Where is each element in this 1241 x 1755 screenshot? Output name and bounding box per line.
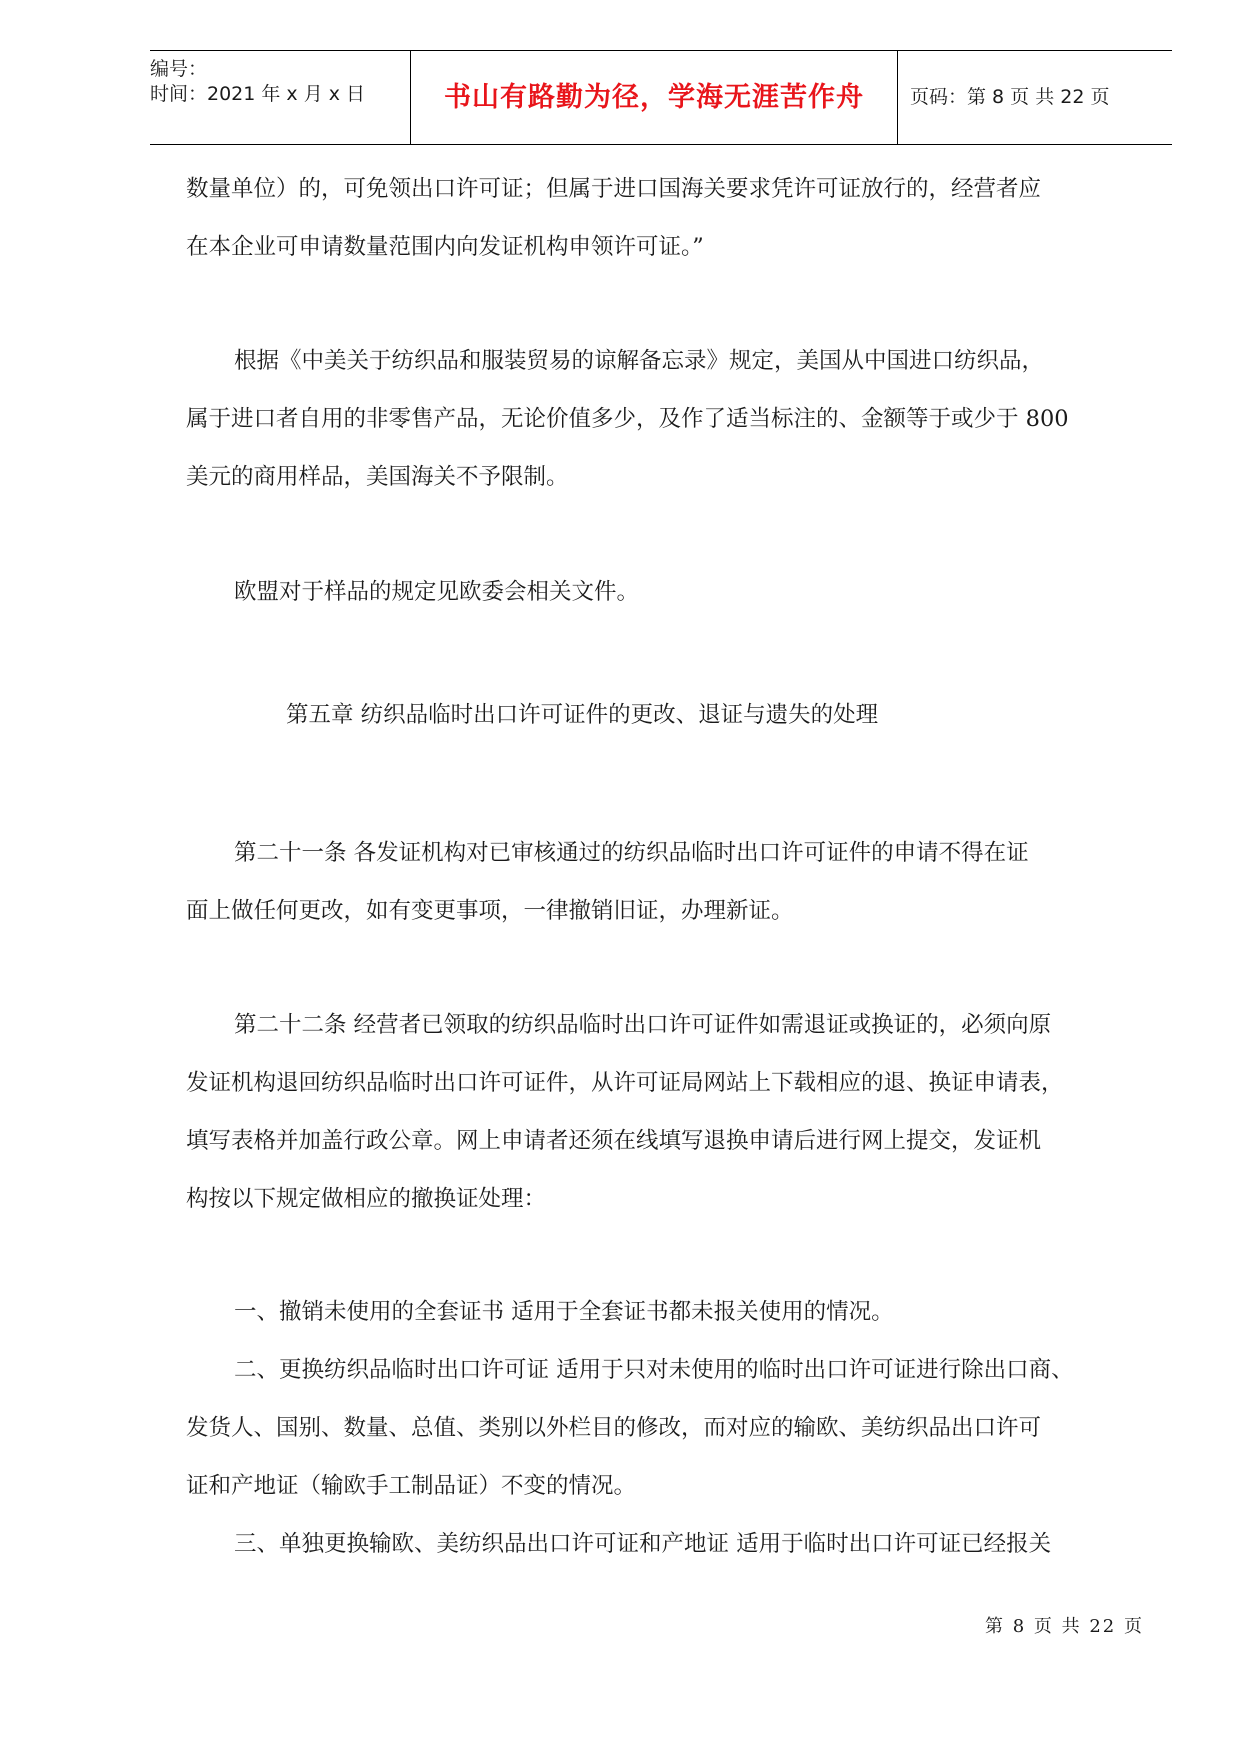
text-line: 发证机构退回纺织品临时出口许可证件，从许可证局网站上下载相应的退、换证申请表， (186, 1070, 1064, 1096)
text-line: 填写表格并加盖行政公章。网上申请者还须在线填写退换申请后进行网上提交，发证机 (186, 1128, 1042, 1154)
text-line: 发货人、国别、数量、总值、类别以外栏目的修改，而对应的输欧、美纺织品出口许可 (186, 1415, 1042, 1441)
page-footer: 第 8 页 共 22 页 (985, 1616, 1144, 1637)
chapter-heading (186, 686, 1146, 744)
chapter-title: 第五章 纺织品临时出口许可证件的更改、退证与遗失的处理 (286, 702, 879, 728)
text-line: 三、单独更换输欧、美纺织品出口许可证和产地证 适用于临时出口许可证已经报关 (234, 1531, 1052, 1557)
item-1 (186, 1283, 1146, 1341)
article-22 (186, 996, 1146, 1228)
header-page-code: 页码：第 8 页 共 22 页 (910, 86, 1110, 108)
text-line: 属于进口者自用的非零售产品，无论价值多少，及作了适当标注的、金额等于或少于 800 (186, 406, 1069, 432)
page-header (150, 50, 1172, 145)
text-line: 美元的商用样品，美国海关不予限制。 (186, 464, 569, 490)
item-2 (186, 1341, 1146, 1515)
document-time-label: 时间：2021 年 x 月 x 日 (150, 83, 366, 105)
text-line: 第二十一条 各发证机构对已审核通过的纺织品临时出口许可证件的申请不得在证 (234, 840, 1029, 866)
text-line: 欧盟对于样品的规定见欧委会相关文件。 (234, 579, 640, 605)
article-21 (186, 824, 1146, 940)
document-number-label: 编号： (150, 58, 208, 80)
text-line: 证和产地证（输欧手工制品证）不变的情况。 (186, 1473, 637, 1499)
text-line: 面上做任何更改，如有变更事项，一律撤销旧证，办理新证。 (186, 898, 794, 924)
header-meta (150, 51, 410, 144)
item-3 (186, 1515, 1146, 1573)
text-line: 一、撤销未使用的全套证书 适用于全套证书都未报关使用的情况。 (234, 1299, 894, 1325)
text-line: 在本企业可申请数量范围内向发证机构申领许可证。” (186, 234, 704, 260)
paragraph-us-memorandum (186, 332, 1146, 506)
text-line: 根据《中美关于纺织品和服装贸易的谅解备忘录》规定，美国从中国进口纺织品， (234, 348, 1045, 374)
text-line: 数量单位）的，可免领出口许可证；但属于进口国海关要求凭许可证放行的，经营者应 (186, 176, 1042, 202)
text-line: 构按以下规定做相应的撤换证处理： (186, 1186, 547, 1212)
paragraph-eu-samples (186, 563, 1146, 621)
header-motto: 书山有路勤为径，学海无涯苦作舟 (410, 51, 898, 144)
text-line: 第二十二条 经营者已领取的纺织品临时出口许可证件如需退证或换证的，必须向原 (234, 1012, 1052, 1038)
paragraph-continuation (186, 160, 1146, 276)
text-line: 二、更换纺织品临时出口许可证 适用于只对未使用的临时出口许可证进行除出口商、 (234, 1357, 1074, 1383)
